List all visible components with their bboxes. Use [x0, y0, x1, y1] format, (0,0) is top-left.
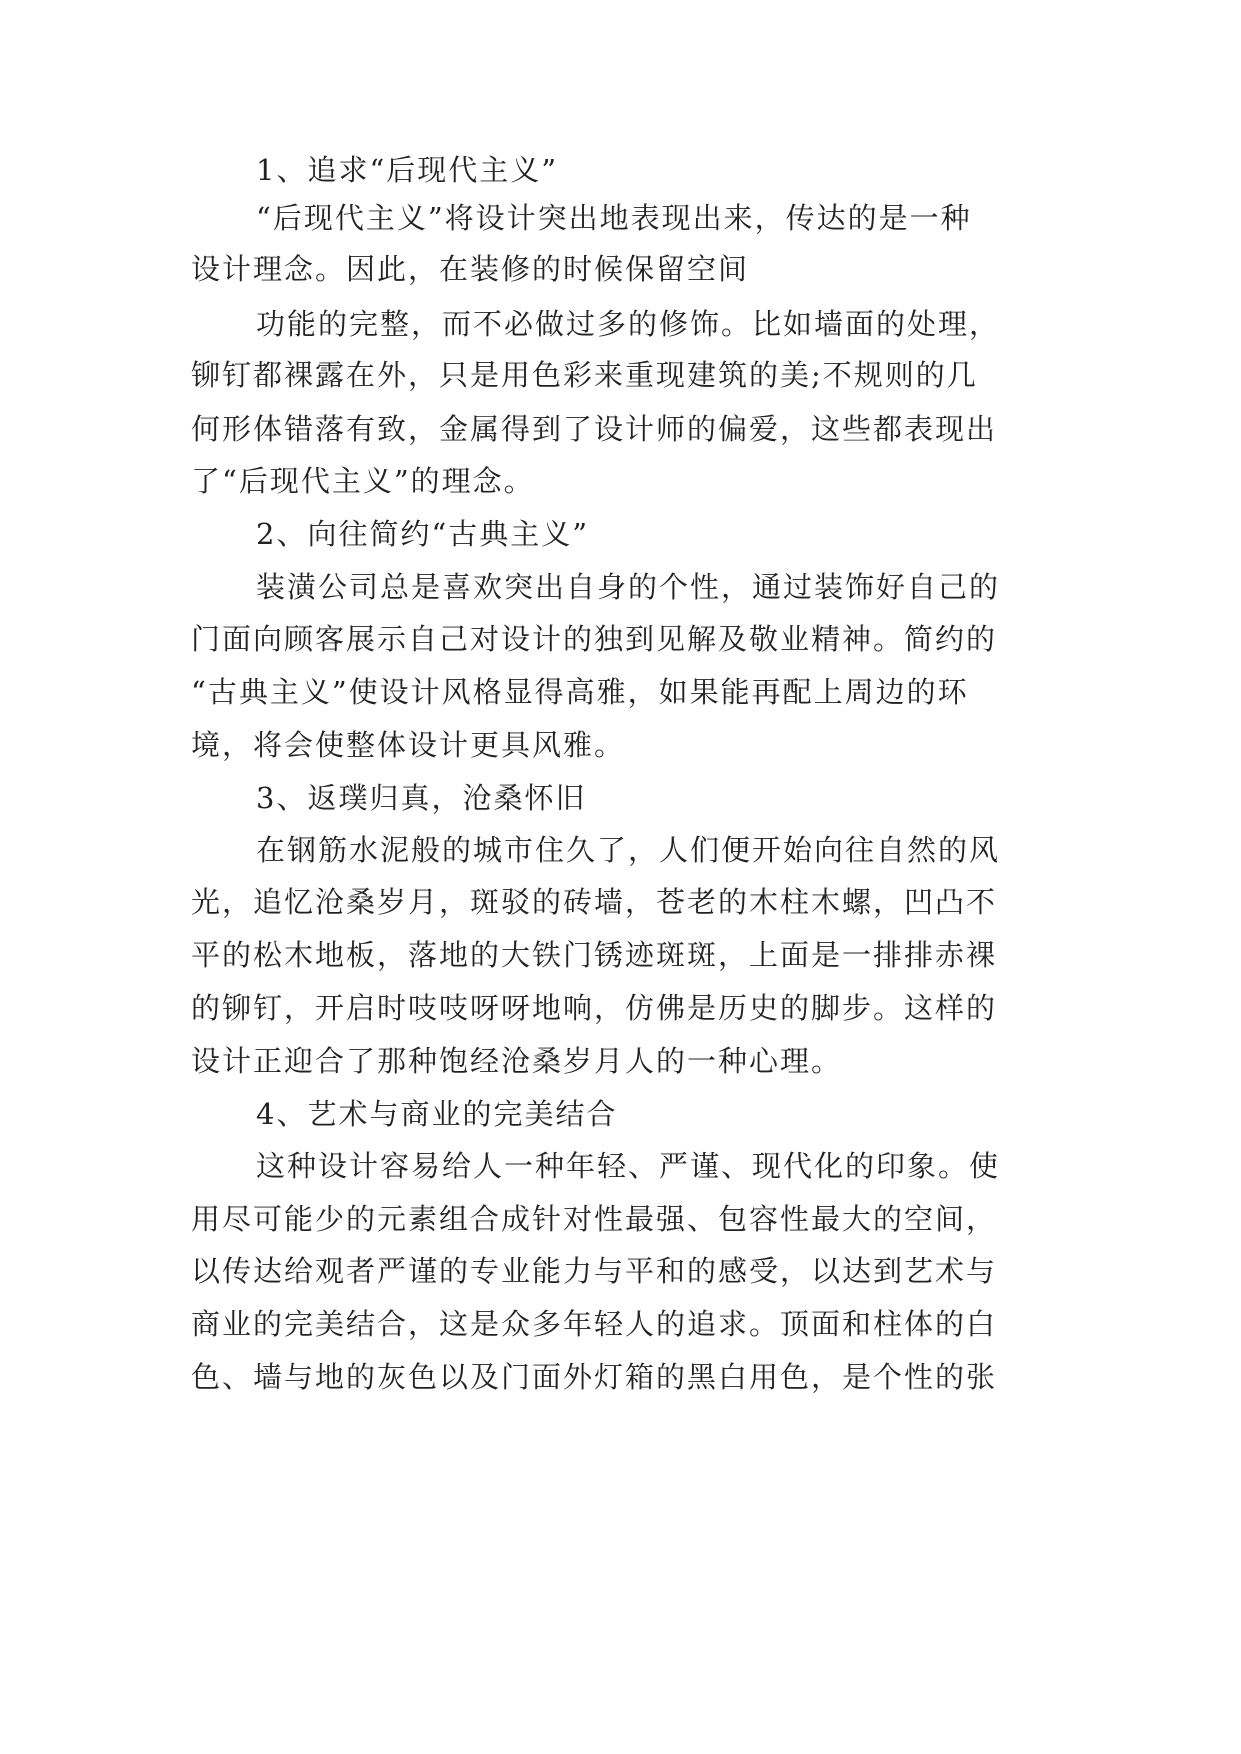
text-line: 这种设计容易给人一种年轻、严谨、现代化的印象。使 [256, 1149, 1001, 1183]
text-line: 色、墙与地的灰色以及门面外灯箱的黑白用色，是个性的张 [191, 1360, 998, 1394]
text-line: 功能的完整，而不必做过多的修饰。比如墙面的处理， [256, 307, 1001, 341]
text-line: 设计正迎合了那种饱经沧桑岁月人的一种心理。 [191, 1044, 843, 1078]
text-line: “古典主义”使设计风格显得高雅，如果能再配上周边的环 [191, 675, 969, 709]
text-line: 用尽可能少的元素组合成针对性最强、包容性最大的空间， [191, 1202, 998, 1236]
heading-classicism: 2、向往简约“古典主义” [256, 517, 590, 551]
text-line: 了“后现代主义”的理念。 [191, 464, 535, 498]
heading-postmodernism: 1、追求“后现代主义” [256, 153, 559, 187]
text-line: 何形体错落有致，金属得到了设计师的偏爱，这些都表现出 [191, 412, 998, 446]
text-line: 平的松木地板，落地的大铁门锈迹斑斑，上面是一排排赤裸 [191, 938, 998, 972]
text-line: 的铆钉，开启时吱吱呀呀地响，仿佛是历史的脚步。这样的 [191, 991, 998, 1025]
text-line: 门面向顾客展示自己对设计的独到见解及敬业精神。简约的 [191, 622, 998, 656]
text-line: 商业的完美结合，这是众多年轻人的追求。顶面和柱体的白 [191, 1307, 998, 1341]
text-line: 以传达给观者严谨的专业能力与平和的感受，以达到艺术与 [191, 1254, 998, 1288]
text-line: “后现代主义”将设计突出地表现出来，传达的是一种 [256, 201, 972, 235]
text-line: 境，将会使整体设计更具风雅。 [191, 728, 626, 762]
text-line: 在钢筋水泥般的城市住久了，人们便开始向往自然的风 [256, 833, 1001, 867]
text-line: 设计理念。因此，在装修的时候保留空间 [191, 252, 750, 286]
text-line: 光，追忆沧桑岁月，斑驳的砖墙，苍老的木柱木螺，凹凸不 [191, 885, 998, 919]
heading-art-commerce: 4、艺术与商业的完美结合 [256, 1097, 618, 1131]
text-line: 装潢公司总是喜欢突出自身的个性，通过装饰好自己的 [256, 570, 1001, 604]
text-line: 铆钉都裸露在外，只是用色彩来重现建筑的美;不规则的几 [191, 358, 978, 392]
heading-nostalgia: 3、返璞归真，沧桑怀旧 [256, 781, 587, 815]
